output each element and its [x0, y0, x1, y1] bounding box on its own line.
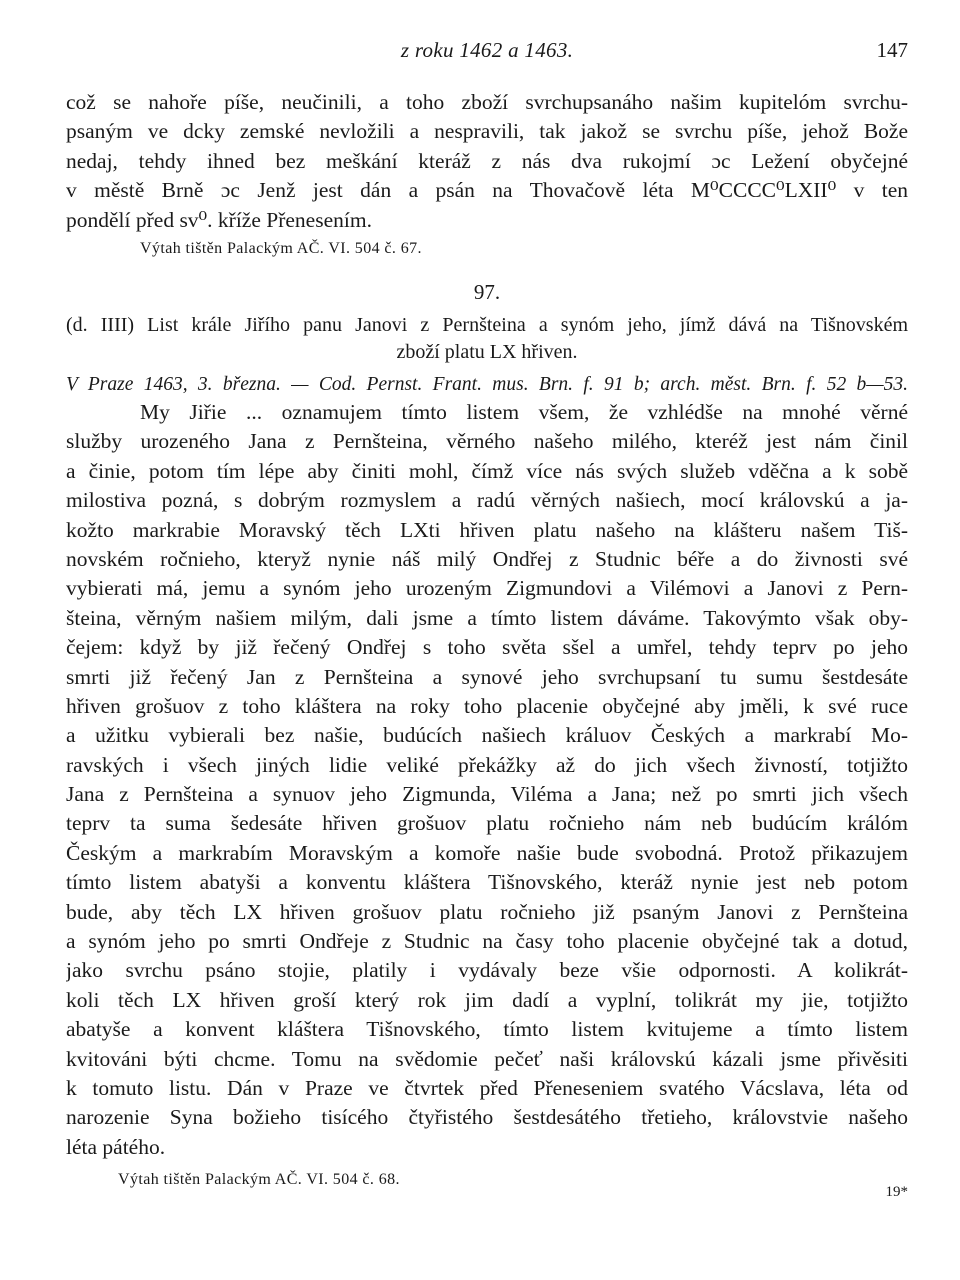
previous-document-ending — [66, 88, 908, 261]
text-line: k tomuto listu. Dán v Praze ve čtvrtek před Přeneseniem svatého Vácslava, léta od — [66, 1075, 908, 1100]
text-line: v městě Brně ɔc Jenž jest dán a psán na Thovačově léta M⁰CCCC⁰LXII⁰ v ten — [66, 178, 908, 203]
text-line: teprv ta suma šedesáte hřiven grošuov platu ročnieho nám neb budúcím králóm — [66, 811, 908, 836]
source-note: Výtah tištěn Palackým AČ. VI. 504 č. 68. — [118, 1171, 400, 1189]
text-line: léta pátého. — [66, 1134, 166, 1159]
text-line: kvitováni býti chcme. Tomu na svědomie pečeť naši královskú kázali jsme přivěsiti — [66, 1046, 908, 1071]
text-line: smrti již řečený Jan z Pernšteina a synové jeho svrchupsaní tu sumu šestdesáte — [66, 664, 908, 689]
heading-line: (d. IIII) List krále Jiřího panu Janovi z Pernšteina a synóm jeho, jímž dává na Tišnovském — [66, 314, 908, 336]
text-line: což se nahoře píše, neučinili, a toho zboží svrchupsanáho našim kupitelóm svrchu- — [66, 90, 908, 114]
text-line: koli těch LX hřiven groší který rok jim dadí a vyplní, tolikrát my jie, totjižto — [66, 987, 908, 1012]
text-line: šteina, věrným našiem milým, dali jsme a tímto listem dáváme. Takovýmto však oby- — [66, 605, 908, 630]
document-body — [66, 398, 908, 1192]
signature-mark: 19* — [885, 1184, 908, 1200]
source-note: Výtah tištěn Palackým AČ. VI. 504 č. 67. — [140, 239, 422, 257]
text-line: čejem: když by již řečený Ondřej s toho světa sšel a umřel, tehdy teprv po jeho — [66, 635, 908, 660]
text-line: bude, aby těch LX hřiven grošuov platu ročnieho již psaným Janovi z Pernšteina — [66, 899, 908, 924]
text-line: psaným ve dcky zemské nevložili a nespravili, tak jakož se svrchu píše, jehož Bože — [66, 119, 908, 144]
text-line: služby urozeného Jana z Pernšteina, věrného našeho milého, kteréž jest nám činil — [66, 429, 908, 454]
text-line: hřiven grošuov z toho kláštera na roky toho placenie obyčejné aby jměli, k své ruce — [66, 693, 908, 718]
text-line: nedaj, tehdy ihned bez meškání kteráž z nás dva rukojmí ɔc Ležení obyčejné — [66, 148, 908, 173]
page-number: 147 — [876, 38, 908, 62]
text-line: novském ročnieho, kteryž nynie náš milý Ondřej z Studnic béře a do živnosti své — [66, 546, 908, 571]
text-line: a synóm jeho po smrti Ondřeje z Studnic na časy toho placenie obyčejné tak a dotud, — [66, 929, 908, 954]
text-line: jako svrchu psáno stojie, platily i vydávaly beze všie odpornosti. A kolikrát- — [66, 958, 908, 983]
page-header — [66, 38, 908, 68]
text-line: ravských i všech jiných lidie veliké překážky až do jich všech živností, totjižto — [66, 752, 908, 777]
document-heading — [66, 312, 908, 366]
text-line: kožto markrabie Moravský těch LXti hřiven platu našeho na klášteru našem Tiš- — [66, 517, 908, 542]
text-line: milostiva pozná, s dobrým rozmyslem a radú věrných našiech, mocí královskú a ja- — [66, 488, 908, 513]
text-line: tímto listem abatyši a konventu kláštera Tišnovského, kteráž nynie jest neb potom — [66, 870, 908, 895]
text-line: vybierati má, jemu a synóm jeho urozeným Zigmundovi a Vilémovi a Janovi z Pern- — [66, 576, 908, 601]
document-number: 97. — [473, 280, 501, 304]
text-line: pondělí před sv⁰. kříže Přenesením. — [66, 207, 372, 232]
heading-line: zboží platu LX hřiven. — [396, 341, 578, 363]
text-line: Jana z Pernšteina a synuov jeho Zigmunda, Viléma a Jana; než po smrti jich všech — [66, 782, 908, 807]
text-line: Českým a markrabím Moravským a komoře našie bude svobodná. Protož přikazujem — [66, 840, 908, 865]
text-line: abatyše a konvent kláštera Tišnovského, tímto listem kvitujeme a tímto listem — [66, 1017, 908, 1042]
running-head: z roku 1462 a 1463. — [400, 38, 574, 62]
text-line: My Jiřie ... oznamujem tímto listem všem, že vzhlédše na mnohé věrné — [140, 400, 908, 424]
text-line: a užitku vybierali bez našie, budúcích našiech králuov Českých a markrabí Mo- — [66, 723, 908, 748]
text-line: narozenie Syna božieho tisícého čtyřistého šestdesátého třetieho, královstvie našeho — [66, 1105, 908, 1130]
dating-line: V Praze 1463, 3. března. — Cod. Pernst. Frant. mus. Brn. f. 91 b; arch. měst. Brn. f. 52 b—53. — [66, 374, 908, 395]
text-line: a činie, potom tím lépe aby činiti mohl, čímž více nás svých služeb vděčna a k sobě — [66, 458, 908, 483]
